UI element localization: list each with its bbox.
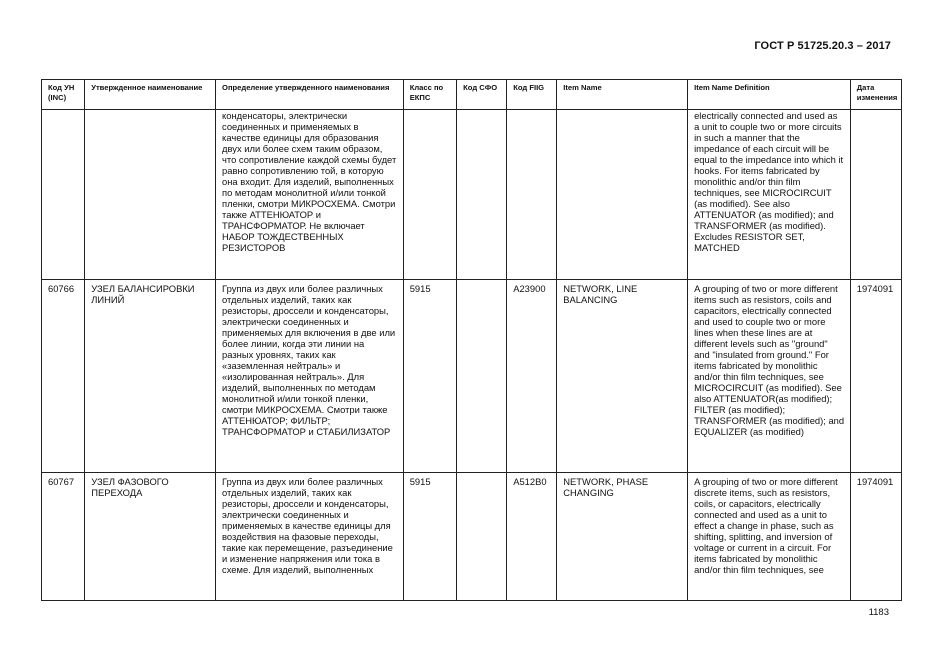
cell-item-name-definition: A grouping of two or more different items such as resistors, coils and capacitors, electrically connected and used to couple two or more lines when these lines are at different levels such as "ground" and "insulated from ground." For items fabricated by monolithic and/or thin film techniques, see MICROCIRCUIT (as modified). See also ATTENUATOR(as modified); FILTER (as modified); TRANSFORMER (as modified); and EQUALIZER (as modified) [688,280,851,473]
table-row [42,473,902,601]
document-standard-header: ГОСТ Р 51725.20.3 – 2017 [754,40,891,52]
cell-fiig-code [507,110,557,280]
cell-approved-name: УЗЕЛ ФАЗОВОГО ПЕРЕХОДА [85,473,216,601]
header-row [42,80,902,110]
page-number: 1183 [868,607,889,618]
cell-inc: 60767 [42,473,85,601]
cell-item-name: NETWORK, LINE BALANCING [557,280,688,473]
table-row [42,110,902,280]
header-change-date: Дата изменения [850,80,901,110]
cell-sfo-code [457,280,507,473]
table-header [42,80,902,110]
cell-item-name: NETWORK, PHASE CHANGING [557,473,688,601]
header-approved-name: Утвержденное наименование [85,80,216,110]
header-definition: Определение утвержденного наименования [216,80,404,110]
cell-fiig-code: A512B0 [507,473,557,601]
cell-ekps-class: 5915 [403,473,456,601]
header-inc: Код УН (INC) [42,80,85,110]
cell-approved-name: УЗЕЛ БАЛАНСИРОВКИ ЛИНИЙ [85,280,216,473]
cell-item-name-definition: A grouping of two or more different discrete items, such as resistors, coils, or capacitors, electrically connected and used as a unit to effect a change in phase, such as shifting, splitting, and inversion of voltage or current in a circuit. For items fabricated by monolithic and/or thin film techniques, see [688,473,851,601]
cell-ekps-class: 5915 [403,280,456,473]
cell-change-date [850,110,901,280]
cell-inc: 60766 [42,280,85,473]
header-fiig-code: Код FIIG [507,80,557,110]
cell-change-date: 1974091 [850,280,901,473]
cell-definition: Группа из двух или более различных отдельных изделий, таких как резисторы, дроссели и конденсаторы, электрически соединенных и применяемых в качестве единицы для воздействия на фазовые переходы, такие как перемещение, разъединение и изменение напряжения или тока в схеме. Для изделий, выполненных [216,473,404,601]
header-item-name: Item Name [557,80,688,110]
cell-ekps-class [403,110,456,280]
table-body [42,110,902,601]
cell-item-name [557,110,688,280]
table-row [42,280,902,473]
cell-sfo-code [457,473,507,601]
cell-definition: Группа из двух или более различных отдельных изделий, таких как резисторы, дроссели и конденсаторы, электрически соединенных и применяемых для включения в две или более линии, когда эти линии на разных уровнях, таких как «заземленная нейтраль» и «изолированная нейтраль». Для изделий, выполненных по методам монолитной и/или тонкой пленки, смотри МИКРОСХЕМА. Смотри также АТТЕНЮАТОР; ФИЛЬТР; ТРАНСФОРМАТОР и СТАБИЛИЗАТОР [216,280,404,473]
header-item-name-definition: Item Name Definition [688,80,851,110]
cell-item-name-definition: electrically connected and used as a unit to couple two or more circuits in such a manner that the impedance of each circuit will be equal to the impedance into which it hooks. For items fabricated by monolithic and/or thin film techniques, see MICROCIRCUIT (as modified). See also ATTENUATOR (as modified); and TRANSFORMER (as modified). Excludes RESISTOR SET, MATCHED [688,110,851,280]
nomenclature-table [41,79,902,601]
cell-sfo-code [457,110,507,280]
cell-change-date: 1974091 [850,473,901,601]
cell-fiig-code: A23900 [507,280,557,473]
cell-definition: конденсаторы, электрически соединенных и применяемых в качестве единицы для образования двух или более схем таким образом, что сопротивление каждой схемы будет равно сопротивлению той, в которую она входит. Для изделий, выполненных по методам монолитной и/или тонкой пленки, смотри МИКРОСХЕМА. Смотри также АТТЕНЮАТОР и ТРАНСФОРМАТОР. Не включает НАБОР ТОЖДЕСТВЕННЫХ РЕЗИСТОРОВ [216,110,404,280]
cell-inc [42,110,85,280]
header-ekps-class: Класс по ЕКПС [403,80,456,110]
cell-approved-name [85,110,216,280]
header-sfo-code: Код СФО [457,80,507,110]
